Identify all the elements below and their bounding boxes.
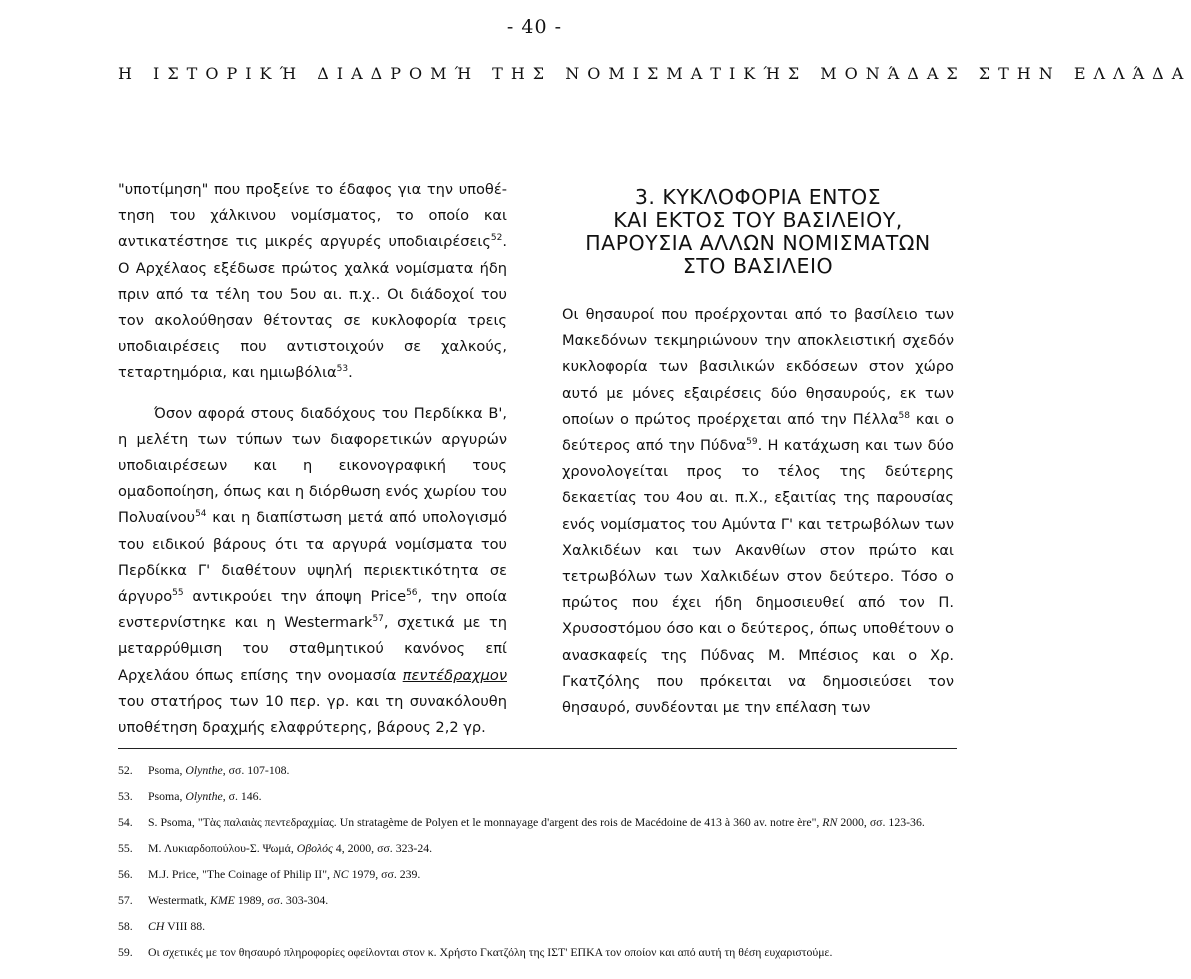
footnotes [118,762,957,970]
footnote-54: 54. S. Psoma, "Τὰς παλαιὰς πεντεδραχμίας. Un stratagème de Polyen et le monnayage d'argent des rois de Macédoine de 413 à 360 av. notre ère", RN 2000, σσ. 123-36. [118,815,925,829]
left-column [118,177,507,741]
footnote-ref-55[interactable]: 55 [172,588,184,599]
footnote-57: 57. Westermatk, KME 1989, σσ. 303-304. [118,893,329,907]
section-heading: 3. ΚΥΚΛΟΦΟΡΙΑ ΕΝΤΟΣ ΚΑΙ ΕΚΤΟΣ ΤΟΥ ΒΑΣΙΛΕΙΟΥ, ΠΑΡΟΥΣΙΑ ΑΛΛΩΝ ΝΟΜΙΣΜΑΤΩΝ ΣΤΟ ΒΑΣΙΛΕΙΟ [585,185,931,278]
footnote-ref-59[interactable]: 59 [746,437,758,448]
footnote-ref-56[interactable]: 56 [406,588,418,599]
footnote-ref-58[interactable]: 58 [898,410,910,421]
footnote-52: 52. Psoma, Olynthe, σσ. 107-108. [118,763,290,777]
left-paragraph-1: "υποτίμηση" που προξείνε το έδαφος για την υποθέτηση του χάλκινου νομίσματος, το οποίο και αντικατέστησε τις μικρές αργυρές υποδιαιρέσεις$^{52}$. Ο Αρχέλαος εξέδωσε πρώτος χαλκά νομίσματα ήδη πριν από τα τέλη του 5ου αι. π.χ.. Οι διάδοχοί του τον ακολούθησαν θέτοντας σε κυκλοφορία τρεις υποδιαιρέσεις που αντιστοιχούν σε χαλκούς, τεταρτημόρια, και ημιωβόλια$^{53}$. [118,181,507,382]
right-column [562,186,954,721]
footnote-59: 59. Οι σχετικές με τον θησαυρό πληροφορίες οφείλονται στον κ. Χρήστο Γκατζόλη της ΙΣΤ' ΕΠΚΑ τον οποίον και από αυτή τη θέση ευχαριστούμε. [118,945,833,959]
footnote-ref-52[interactable]: 52 [490,233,503,244]
footnote-58: 58. CH VIII 88. [118,919,206,933]
footnote-ref-57[interactable]: 57 [372,614,384,625]
footnote-divider [118,748,957,749]
term-pentedrachmon: πεντέδραχμον [402,666,507,684]
footnote-53: 53. Psoma, Olynthe, σ. 146. [118,789,262,803]
page-number: - 40 - [506,16,562,38]
footnote-55: 55. Μ. Λυκιαρδοπούλου-Σ. Ψωμά, Οβολός 4, 2000, σσ. 323-24. [118,841,433,855]
running-title: Η ΙΣΤΟΡΙΚΉ ΔΙΑΔΡΟΜΉ ΤΗΣ ΝΟΜΙΣΜΑΤΙΚΉΣ ΜΟΝΆΔΑΣ ΣΤΗΝ ΕΛΛΆΔΑ [118,64,1191,83]
footnote-ref-54[interactable]: 54 [195,509,207,520]
footnote-56: 56. M.J. Price, "The Coinage of Philip II", NC 1979, σσ. 239. [118,867,421,881]
right-paragraph-1: Οι θησαυροί που προέρχονται από το βασίλειο των Μακεδόνων τεκμηριώνουν την αποκλειστική σχεδόν κυκλοφορία των βασιλικών εκδόσεων στον χώρο αυτό με μόνες εξαιρέσεις δύο θησαυρούς, εκ των οποίων ο πρώτος προέρχεται από την Πέλλα$^{58}$ και ο δεύτερος από την Πύδνα$^{59}$. Η κατάχωση και των δύο χρονολογείται προς το τέλος της δεύτερης δεκαετίας του 4ου αι. π.Χ., εξαιτίας της παρουσίας ενός νομίσματος του Αμύντα Γ' και τετρωβόλων των Χαλκιδέων και των Ακανθίων στον πρώτο και τετρωβόλων των Χαλκιδέων στον δεύτερο. Τόσο ο πρώτος που έχει ήδη δημοσιευθεί από τον Π. Χρυσοστόμου όσο και ο δεύτερος, όπως υποθέτουν ο ανασκαφείς της Πύδνας Μ. Μπέσιος και ο Χρ. Γκατζόλης που πρόκειται να δημοσιεύσει τον θησαυρό, συνδέονται με την επέλαση των [562,306,954,717]
footnote-ref-53[interactable]: 53 [336,364,349,375]
left-paragraph-2: Όσον αφορά στους διαδόχους του Περδίκκα Β', η μελέτη των τύπων των διαφορετικών αργυρών υποδιαιρέσεων και η εικονογραφική τους ομαδοποίηση, όπως και η διόρθωση ενός χωρίου του Πολυαίνου$^{54}$ και η διαπίστωση μετά από υπολογισμό του ειδικού βάρους ότι τα αργυρά νομίσματα του Περδίκκα Γ' διαθέτουν υψηλή περιεκτικότητα σε άργυρο$^{55}$ αντικρούει την άποψη Price$^{56}$, την οποία ενστερνίστηκε και η Westermark$^{57}$, σχετικά με τη μεταρρύθμιση του σταθμητικού κανόνος επί Αρχελάου όπως επίσης την ονομασία πεντέδραχμον του στατήρος των 10 περ. γρ. και τη συνακόλουθη υποθέτηση δραχμής ελαφρύτερης, βάρους 2,2 γρ. [118,404,507,737]
